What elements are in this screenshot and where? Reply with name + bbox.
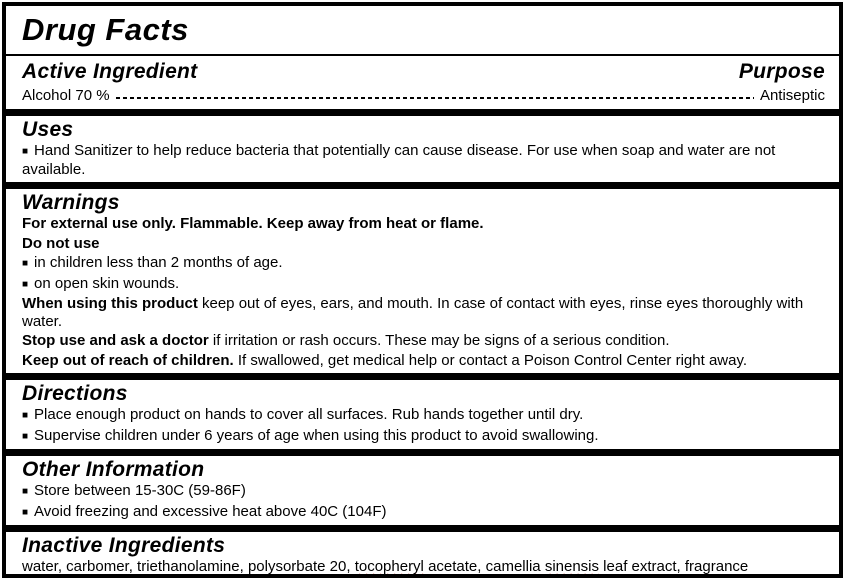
- bullet-square-icon: ■: [22, 430, 29, 442]
- purpose-value: Antiseptic: [759, 87, 825, 104]
- directions-heading: Directions: [22, 382, 128, 405]
- title-block: [6, 6, 839, 54]
- section-divider: [6, 373, 839, 380]
- direction-bullet-text: Supervise children under 6 years of age when using this product to avoid swallowing.: [34, 426, 599, 444]
- misspelled-word: tocopheryl: [354, 558, 424, 575]
- ingredient-name: Alcohol 70 %: [22, 87, 110, 104]
- uses-bullet-text: Hand Sanitizer to help reduce bacteria that potentially can cause disease. For use when soap and water are not available.: [22, 142, 776, 178]
- active-ingredient-section: [6, 56, 839, 109]
- section-divider: [6, 182, 839, 189]
- active-ingredient-heading-row: [22, 59, 825, 84]
- purpose-heading: Purpose: [738, 60, 825, 83]
- section-divider: [6, 449, 839, 456]
- ingredient-row: [22, 87, 825, 105]
- other-info-bullet-item: [22, 503, 825, 522]
- warning-keep-out-of-reach: Keep out of reach of children. If swallowed, get medical help or contact a Poison Control Center right away.: [22, 351, 748, 369]
- warning-when-using: When using this product keep out of eyes, ears, and mouth. In case of contact with eyes, rinse eyes thoroughly with water.: [22, 295, 804, 330]
- bullet-square-icon: ■: [22, 506, 29, 518]
- directions-section: [6, 380, 839, 449]
- direction-bullet-item: [22, 427, 825, 446]
- warning-do-not-use-heading: Do not use: [22, 234, 100, 252]
- other-information-section: [6, 456, 839, 525]
- warning-external-use: For external use only. Flammable. Keep away from heat or flame.: [22, 215, 484, 232]
- bullet-square-icon: ■: [22, 278, 29, 290]
- bullet-square-icon: ■: [22, 410, 29, 421]
- uses-section: [6, 116, 839, 182]
- warning-bullet-item: [22, 275, 825, 294]
- warning-bullet-text: in children less than 2 months of age.: [34, 254, 283, 271]
- misspelled-word: sinensis: [544, 558, 600, 575]
- inactive-ingredients-heading: Inactive Ingredients: [22, 534, 226, 557]
- section-divider: [6, 109, 839, 116]
- other-info-bullet-item: [22, 482, 825, 501]
- warning-bullet-text: on open skin wounds.: [34, 274, 180, 292]
- uses-bullet-item: [22, 142, 825, 178]
- other-info-bullet-text: Avoid freezing and excessive heat above 40C (104F): [34, 502, 387, 520]
- page-title: Drug Facts: [22, 12, 189, 47]
- dash-leader: [116, 97, 754, 99]
- other-information-heading: Other Information: [22, 458, 205, 481]
- warnings-section: [6, 189, 839, 373]
- warnings-heading: Warnings: [22, 191, 120, 214]
- warning-bullet-item: [22, 254, 825, 273]
- label-panel: [2, 2, 843, 578]
- uses-heading: Uses: [22, 118, 74, 141]
- direction-bullet-item: [22, 406, 825, 425]
- inactive-ingredients-section: [6, 532, 839, 578]
- section-divider: [6, 525, 839, 532]
- bullet-square-icon: ■: [22, 146, 29, 157]
- other-info-bullet-text: Store between 15-30C (59-86F): [34, 482, 246, 499]
- bullet-square-icon: ■: [22, 486, 29, 497]
- inactive-ingredients-text: water, carbomer, triethanolamine, polysorbate 20, tocopheryl acetate, camellia sinensis leaf extract, fragrance: [22, 558, 749, 575]
- bullet-square-icon: ■: [22, 258, 29, 269]
- warning-stop-use: Stop use and ask a doctor if irritation or rash occurs. These may be signs of a serious condition.: [22, 332, 670, 349]
- direction-bullet-text: Place enough product on hands to cover all surfaces. Rub hands together until dry.: [34, 406, 584, 423]
- active-ingredient-heading: Active Ingredient: [22, 60, 198, 83]
